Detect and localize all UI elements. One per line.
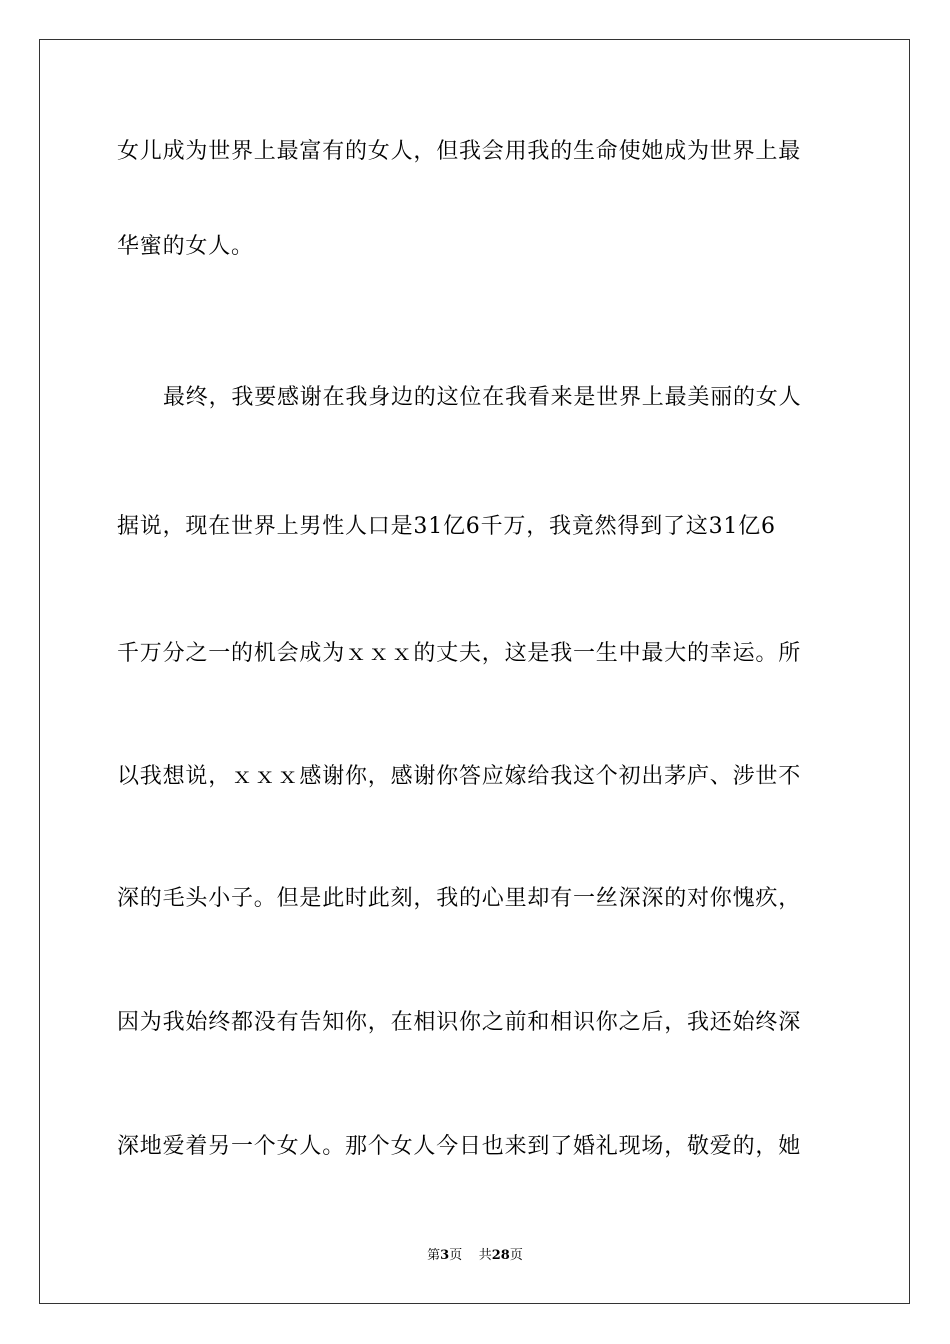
text-line: 深地爱着另一个女人。那个女人今日也来到了婚礼现场，敬爱的，她 [117, 1134, 802, 1159]
text-line: 千万分之一的机会成为ｘｘｘ的丈夫，这是我一生中最大的幸运。所 [117, 641, 802, 666]
text-line: 华蜜的女人。 [117, 234, 254, 259]
total-suffix: 页 [509, 1248, 523, 1263]
text-line: 以我想说，ｘｘｘ感谢你，感谢你答应嫁给我这个初出茅庐、涉世不 [117, 764, 802, 789]
text-line: 深的毛头小子。但是此时此刻，我的心里却有一丝深深的对你愧疚， [117, 886, 802, 911]
page-suffix: 页 [449, 1248, 463, 1263]
total-prefix: 共 [478, 1248, 492, 1263]
page-number: 3 [440, 1248, 450, 1263]
text-line: 据说，现在世界上男性人口是31亿6千万，我竟然得到了这31亿6 [117, 514, 776, 539]
text-line: 因为我始终都没有告知你，在相识你之前和相识你之后，我还始终深 [117, 1010, 802, 1035]
page-prefix: 第 [427, 1248, 441, 1263]
total-pages: 28 [491, 1248, 510, 1263]
paragraph-start-line: 最终，我要感谢在我身边的这位在我看来是世界上最美丽的女人 [163, 385, 802, 410]
page-footer [0, 1248, 950, 1264]
text-line: 女儿成为世界上最富有的女人，但我会用我的生命使她成为世界上最 [117, 139, 802, 164]
page-border [39, 39, 910, 1304]
